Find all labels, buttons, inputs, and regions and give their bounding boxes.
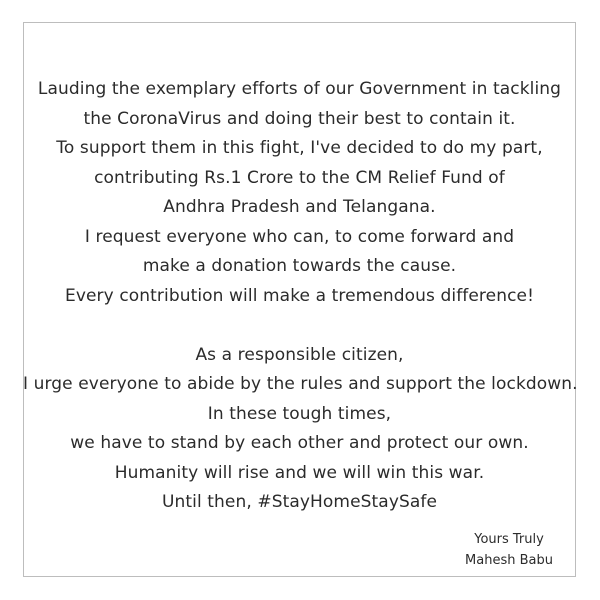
signoff xyxy=(465,529,553,571)
statement-line: Every contribution will make a tremendous difference! xyxy=(65,285,534,306)
statement-line: I urge everyone to abide by the rules and support the lockdown. xyxy=(23,374,578,394)
statement-line: In these tough times, xyxy=(207,403,392,424)
paragraph-gap xyxy=(23,311,576,341)
statement-line: Until then, #StayHomeStaySafe xyxy=(161,492,438,512)
statement-line: Lauding the exemplary efforts of our Government in tackling xyxy=(37,79,562,99)
signoff-closing: Yours Truly xyxy=(474,532,544,547)
statement-line: make a donation towards the cause. xyxy=(142,256,457,276)
statement-line: I request everyone who can, to come forward and xyxy=(84,226,515,247)
statement-line: we have to stand by each other and protect our own. xyxy=(70,433,529,453)
statement-line: Humanity will rise and we will win this war. xyxy=(114,462,485,483)
statement-line: the CoronaVirus and doing their best to contain it. xyxy=(83,108,516,129)
signoff-name: Mahesh Babu xyxy=(465,553,553,568)
statement-line: To support them in this fight, I've decided to do my part, xyxy=(56,138,543,158)
statement-line: contributing Rs.1 Crore to the CM Relief Fund of xyxy=(94,167,505,188)
statement-body xyxy=(23,75,576,518)
statement-line: Andhra Pradesh and Telangana. xyxy=(163,197,436,217)
statement-line: As a responsible citizen, xyxy=(195,344,404,365)
